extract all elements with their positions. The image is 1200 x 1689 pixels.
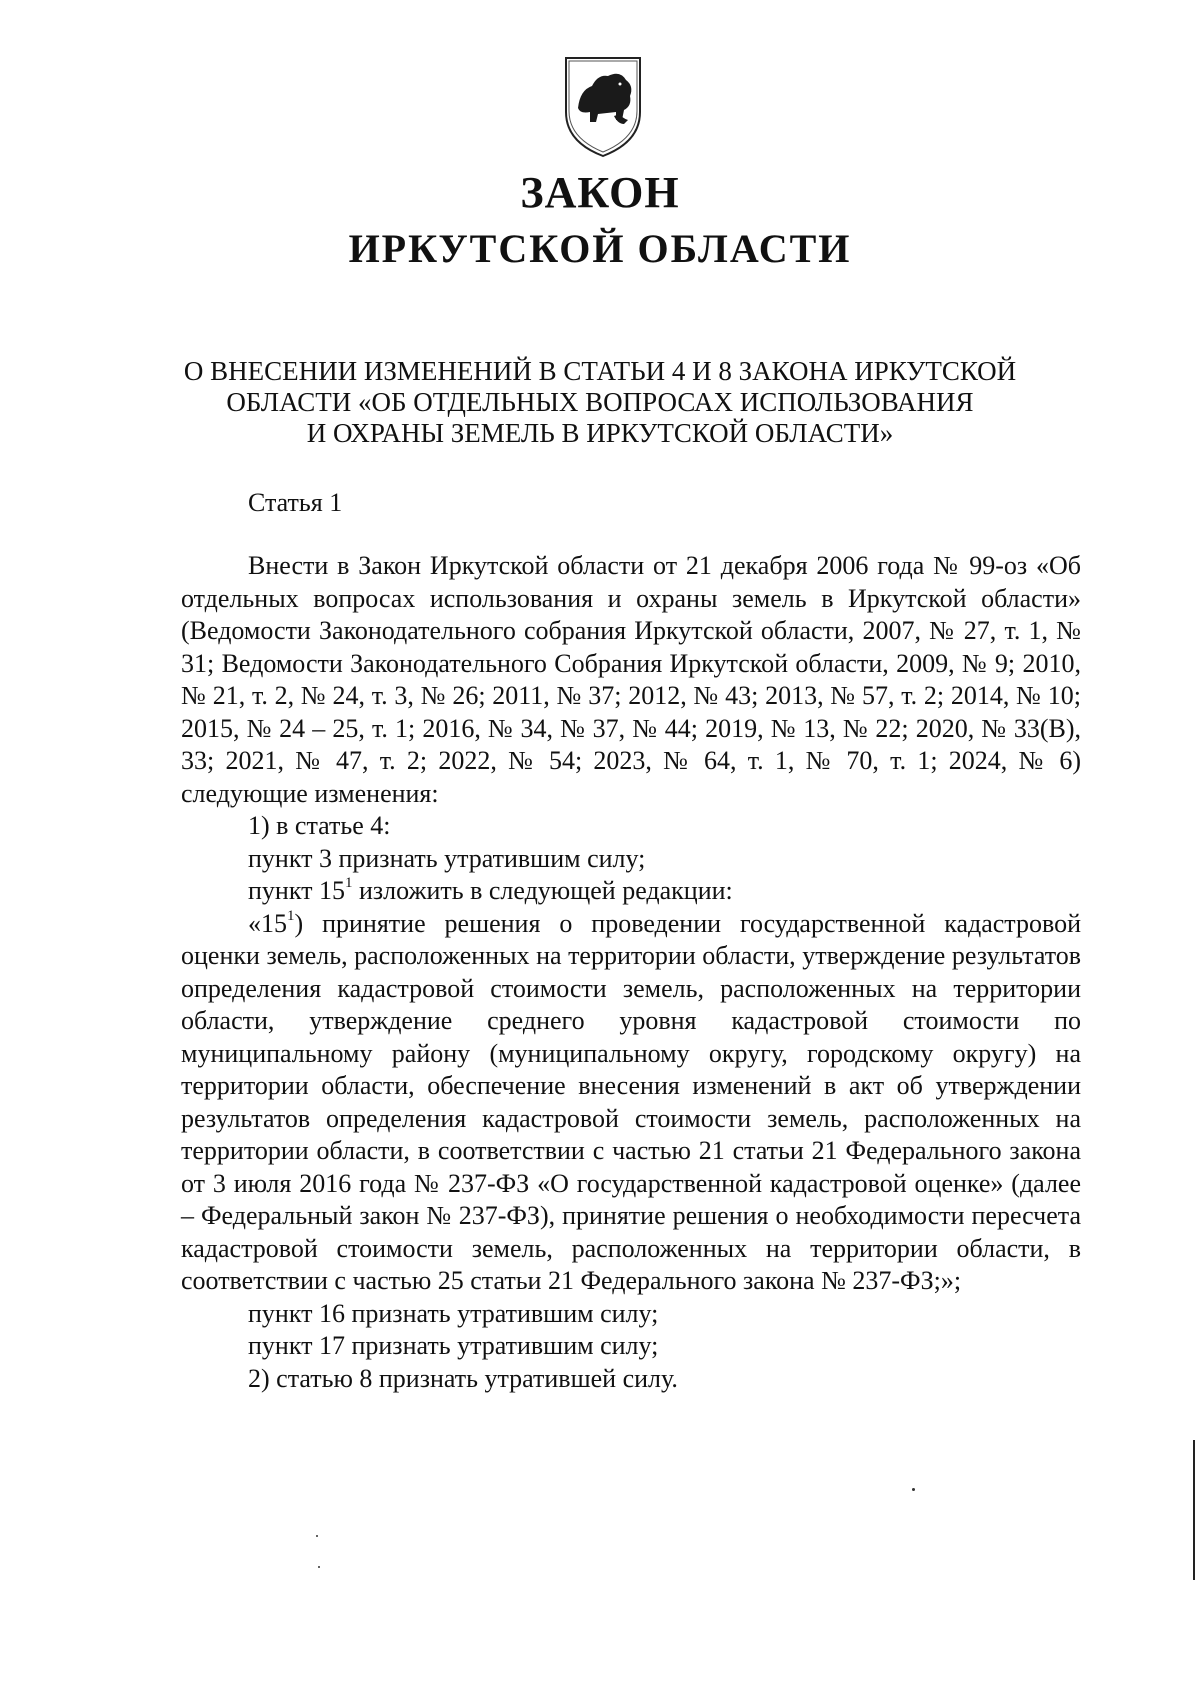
subject-line: ОБЛАСТИ «ОБ ОТДЕЛЬНЫХ ВОПРОСАХ ИСПОЛЬЗОВАНИЯ [226,387,974,417]
scan-speck [316,1535,318,1537]
subject-line: О ВНЕСЕНИИ ИЗМЕНЕНИЙ В СТАТЬИ 4 И 8 ЗАКОНА ИРКУТСКОЙ [183,356,1017,386]
superscript: 1 [287,907,295,924]
item-1-a: пункт 3 признать утратившим силу; [248,843,646,873]
law-title: ЗАКОН [520,168,680,217]
law-region: ИРКУТСКОЙ ОБЛАСТИ [348,226,852,271]
coat-of-arms-icon [558,50,648,160]
item-1-b-end: изложить в следующей редакции: [352,876,733,905]
item-1-d: пункт 17 признать утратившим силу; [248,1331,659,1360]
item-1-c: пункт 16 признать утратившим силу; [248,1298,659,1328]
intro-paragraph: Внести в Закон Иркутской области от 21 декабря 2006 года № 99-оз «Об отдельных вопросах использования и охраны земель в Иркутской области» (Ведомости Законодательного собрания Иркутской области, 2007, № 27, т. 1, № 31; Ведомости Законодательного Собрания Иркутской области, 2009, № 9; 2010, № 21, т. 2, № 24, т. 3, № 26; 2011, № 37; 2012, № 43; 2013, № 57, т. 2; 2014, № 10; 2015, № 24 – 25, т. 1; 2016, № 34, № 37, № 44; 2019, № 13, № 22; 2020, № 33(В), 33; 2021, № 47, т. 2; 2022, № 54; 2023, № 64, т. 1, № 70, т. 1; 2024, № 6) следующие изменения: [181,551,1081,808]
scan-edge-mark [1193,1440,1195,1580]
item-1-b [181,875,1081,908]
scan-speck [912,1488,915,1491]
quote-text: ) принятие решения о проведении государственной кадастровой оценки земель, расположенных на территории области, утверждение результатов определения кадастровой стоимости земель, расположенных на территории области, утверждение среднего уровня кадастровой стоимости по муниципальному району (муниципальному округу, городскому округу) на территории области, обеспечение внесения изменений в акт об утверждении результатов определения кадастровой стоимости земель, расположенных на территории области, в соответствии с частью 21 статьи 21 Федерального закона от 3 июля 2016 года № 237-ФЗ «О государственной кадастровой оценке» (далее – Федеральный закон № 237-ФЗ), принятие решения о необходимости пересчета кадастровой стоимости земель, расположенных на территории области, в соответствии с частью 25 статьи 21 Федерального закона № 237-ФЗ;»; [181,908,1081,1295]
quoted-paragraph [181,908,1081,1298]
scan-speck [318,1566,320,1568]
law-subject [120,356,1080,449]
item-1: 1) в статье 4: [248,811,391,840]
item-2: 2) статью 8 признать утратившей силу. [248,1363,678,1393]
article-heading: Статья 1 [248,488,343,517]
subject-line: И ОХРАНЫ ЗЕМЕЛЬ В ИРКУТСКОЙ ОБЛАСТИ» [306,418,894,448]
article-body [181,550,1081,1395]
superscript: 1 [344,875,353,892]
quote-open: «15 [248,908,287,938]
item-1-b-start: пункт 15 [248,876,345,905]
